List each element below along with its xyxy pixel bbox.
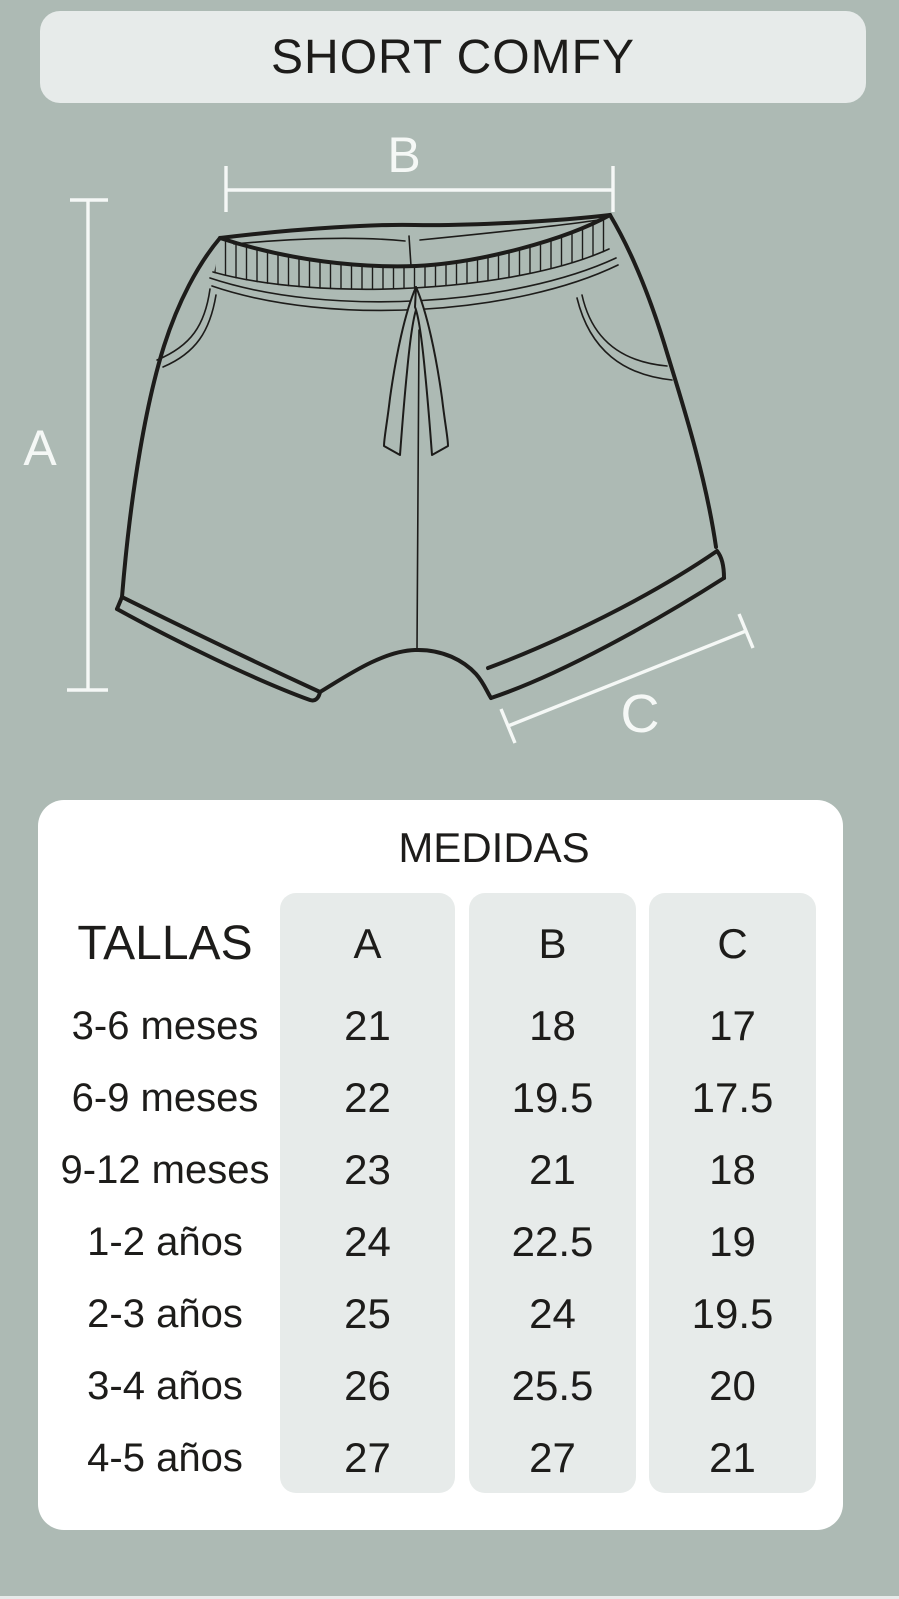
table-title: MEDIDAS — [398, 824, 590, 871]
value-b: 27 — [529, 1434, 576, 1481]
value-b: 24 — [529, 1290, 576, 1337]
measure-b — [226, 127, 613, 212]
shorts-technical-drawing — [0, 0, 899, 790]
center-back-notch — [409, 236, 411, 266]
center-front-seam — [417, 330, 419, 650]
value-b: 25.5 — [511, 1362, 594, 1409]
size-row-label: 3-4 años — [87, 1363, 243, 1408]
measure-c-label: C — [620, 684, 660, 744]
size-row-label: 9-12 meses — [60, 1147, 270, 1192]
value-a: 23 — [344, 1146, 391, 1193]
size-row-label: 4-5 años — [87, 1435, 243, 1480]
size-row-label: 1-2 años — [87, 1219, 243, 1264]
pocket-left — [157, 289, 216, 367]
value-a: 21 — [344, 1002, 391, 1049]
column-gap — [636, 897, 649, 990]
column-gap — [455, 897, 469, 990]
value-c: 21 — [709, 1434, 756, 1481]
value-c: 20 — [709, 1362, 756, 1409]
size-row-label: 2-3 años — [87, 1291, 243, 1336]
value-a: 22 — [344, 1074, 391, 1121]
value-a: 24 — [344, 1218, 391, 1265]
measure-a — [23, 200, 108, 690]
page-title: SHORT COMFY — [271, 30, 635, 84]
column-header-a: A — [353, 919, 382, 967]
value-b: 18 — [529, 1002, 576, 1049]
value-b: 22.5 — [511, 1218, 594, 1265]
column-header-b: B — [538, 919, 567, 967]
measure-b-label: B — [387, 127, 421, 183]
size-row-label: 3-6 meses — [71, 1003, 259, 1048]
drawstring — [384, 287, 448, 455]
value-a: 26 — [344, 1362, 391, 1409]
pocket-right — [577, 295, 672, 380]
value-a: 25 — [344, 1290, 391, 1337]
size-row-label: 6-9 meses — [71, 1075, 259, 1120]
value-b: 21 — [529, 1146, 576, 1193]
sizes-column-header: TALLAS — [77, 917, 253, 970]
value-a: 27 — [344, 1434, 391, 1481]
value-c: 19 — [709, 1218, 756, 1265]
size-table-panel — [38, 800, 843, 1530]
size-table — [50, 897, 816, 1498]
value-c: 17 — [709, 1002, 756, 1049]
column-header-c: C — [717, 919, 748, 967]
value-c: 19.5 — [691, 1290, 774, 1337]
value-b: 19.5 — [511, 1074, 594, 1121]
value-c: 18 — [709, 1146, 756, 1193]
value-c: 17.5 — [691, 1074, 774, 1121]
measure-a-label: A — [23, 420, 57, 476]
